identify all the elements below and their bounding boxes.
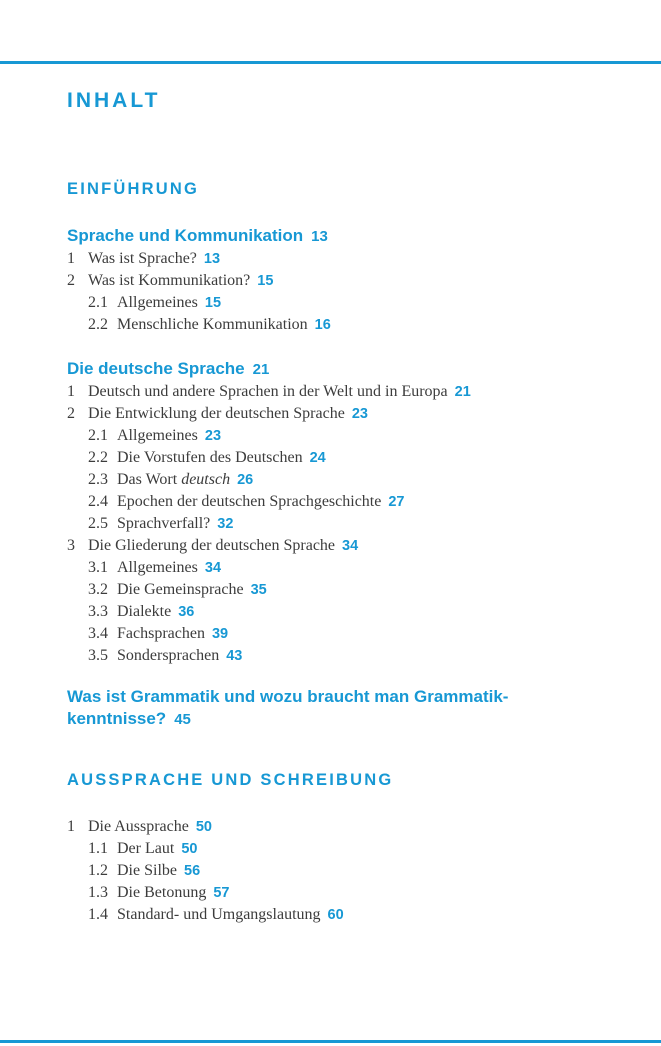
entry-number: 2 bbox=[67, 272, 75, 289]
toc-entry bbox=[67, 469, 631, 491]
entry-number: 2.1 bbox=[88, 294, 108, 311]
entry-title: Die Vorstufen des Deutschen bbox=[117, 449, 303, 466]
entry-title: Allgemeines bbox=[117, 427, 198, 444]
page-number: 35 bbox=[250, 582, 267, 598]
page-number: 21 bbox=[454, 384, 471, 400]
toc-group-title: Was ist Grammatik und wozu braucht man Grammatik- kenntnisse? 45 bbox=[67, 687, 509, 728]
page-number: 15 bbox=[257, 273, 274, 289]
page-number: 32 bbox=[217, 516, 234, 532]
entry-title: Was ist Kommunikation? bbox=[88, 272, 251, 289]
top-rule bbox=[0, 61, 661, 64]
toc-entry bbox=[67, 513, 631, 535]
page-number: 43 bbox=[226, 648, 243, 664]
entry-number: 1 bbox=[67, 818, 75, 835]
entry-number: 3.2 bbox=[88, 581, 108, 598]
entry-title: Standard- und Umgangslautung bbox=[117, 906, 321, 923]
toc-entry bbox=[67, 447, 631, 469]
entry-number: 3.3 bbox=[88, 603, 108, 620]
entry-number: 2.2 bbox=[88, 316, 108, 333]
page-number: 27 bbox=[388, 494, 405, 510]
toc-entry bbox=[67, 579, 631, 601]
entry-title: Allgemeines bbox=[117, 294, 198, 311]
entry-title: Was ist Sprache? bbox=[88, 250, 197, 267]
entry-title: Sprachverfall? bbox=[117, 515, 211, 532]
entry-number: 3.5 bbox=[88, 647, 108, 664]
entry-number: 1.4 bbox=[88, 906, 108, 923]
entry-number: 1.3 bbox=[88, 884, 108, 901]
entry-title: Die Silbe bbox=[117, 862, 177, 879]
toc-group-was-ist-grammatik bbox=[67, 686, 631, 731]
toc-entry bbox=[67, 425, 631, 447]
entry-title: Epochen der deutschen Sprachgeschichte bbox=[117, 493, 382, 510]
toc-entry bbox=[67, 491, 631, 513]
toc-entry bbox=[67, 270, 631, 292]
page-number: 50 bbox=[181, 841, 198, 857]
page-number: 16 bbox=[314, 317, 331, 333]
entry-title: Menschliche Kommunikation bbox=[117, 316, 308, 333]
toc-entry bbox=[67, 248, 631, 270]
page-title: INHALT bbox=[67, 89, 161, 112]
toc-entry bbox=[67, 381, 631, 403]
page-number: 36 bbox=[178, 604, 195, 620]
page-number: 26 bbox=[237, 472, 254, 488]
toc-entry bbox=[67, 904, 631, 926]
toc-entry bbox=[67, 860, 631, 882]
entry-number: 2.2 bbox=[88, 449, 108, 466]
page-number: 57 bbox=[213, 885, 230, 901]
toc-entry bbox=[67, 601, 631, 623]
bottom-rule bbox=[0, 1040, 661, 1043]
entry-title: Der Laut bbox=[117, 840, 175, 857]
page-number: 39 bbox=[211, 626, 229, 642]
entry-title: Dialekte bbox=[117, 603, 172, 620]
page-number: 23 bbox=[204, 428, 222, 444]
entry-number: 1 bbox=[67, 250, 75, 267]
entry-title: Die Aussprache bbox=[88, 818, 189, 835]
toc-group-sprache-und-kommunikation bbox=[67, 225, 631, 336]
page-number: 45 bbox=[174, 711, 191, 728]
entry-title: Allgemeines bbox=[117, 559, 198, 576]
page-number: 34 bbox=[204, 560, 222, 576]
entry-number: 3 bbox=[67, 537, 75, 554]
toc-group-title: Die deutsche Sprache 21 bbox=[67, 359, 270, 378]
entry-number: 1.1 bbox=[88, 840, 108, 857]
toc-group-die-aussprache bbox=[67, 816, 631, 926]
entry-number: 1.2 bbox=[88, 862, 108, 879]
page-number: 21 bbox=[252, 361, 270, 378]
page-number: 13 bbox=[203, 251, 221, 267]
entry-title: Deutsch und andere Sprachen in der Welt und in Europa bbox=[88, 383, 448, 400]
entry-title: Die Gliederung der deutschen Sprache bbox=[88, 537, 336, 554]
page-number: 23 bbox=[351, 406, 368, 422]
page-number: 50 bbox=[195, 819, 212, 835]
entry-title: Fachsprachen bbox=[117, 625, 205, 642]
toc-group-die-deutsche-sprache bbox=[67, 358, 631, 667]
section-heading-aussprache-und-schreibung: AUSSPRACHE UND SCHREIBUNG bbox=[67, 771, 394, 789]
toc-entry bbox=[67, 645, 631, 667]
entry-number: 2 bbox=[67, 405, 75, 422]
toc-entry bbox=[67, 816, 631, 838]
entry-number: 3.1 bbox=[88, 559, 108, 576]
page-number: 34 bbox=[342, 538, 359, 554]
toc-entry bbox=[67, 623, 631, 645]
entry-number: 3.4 bbox=[88, 625, 108, 642]
entry-title: Die Gemeinsprache bbox=[117, 581, 244, 598]
toc-entry bbox=[67, 882, 631, 904]
page-number: 56 bbox=[184, 863, 201, 879]
toc-entry bbox=[67, 838, 631, 860]
toc-entry bbox=[67, 292, 631, 314]
entry-number: 2.4 bbox=[88, 493, 108, 510]
entry-title: Sondersprachen bbox=[117, 647, 220, 664]
page-number: 24 bbox=[309, 450, 326, 466]
entry-title: Das Wort deutsch bbox=[117, 471, 231, 488]
toc-entry bbox=[67, 557, 631, 579]
entry-number: 2.3 bbox=[88, 471, 108, 488]
entry-title: Die Betonung bbox=[117, 884, 207, 901]
entry-title-italic: deutsch bbox=[181, 471, 231, 488]
page-number: 15 bbox=[204, 295, 222, 311]
toc-entry bbox=[67, 535, 631, 557]
toc-entry bbox=[67, 314, 631, 336]
page-number: 13 bbox=[311, 228, 328, 245]
toc-group-title: Sprache und Kommunikation 13 bbox=[67, 226, 328, 245]
entry-number: 2.1 bbox=[88, 427, 108, 444]
entry-number: 1 bbox=[67, 383, 75, 400]
section-heading-einfuehrung: EINFÜHRUNG bbox=[67, 180, 199, 198]
entry-number: 2.5 bbox=[88, 515, 108, 532]
entry-title: Die Entwicklung der deutschen Sprache bbox=[88, 405, 345, 422]
page-number: 60 bbox=[327, 907, 344, 923]
toc-entry bbox=[67, 403, 631, 425]
